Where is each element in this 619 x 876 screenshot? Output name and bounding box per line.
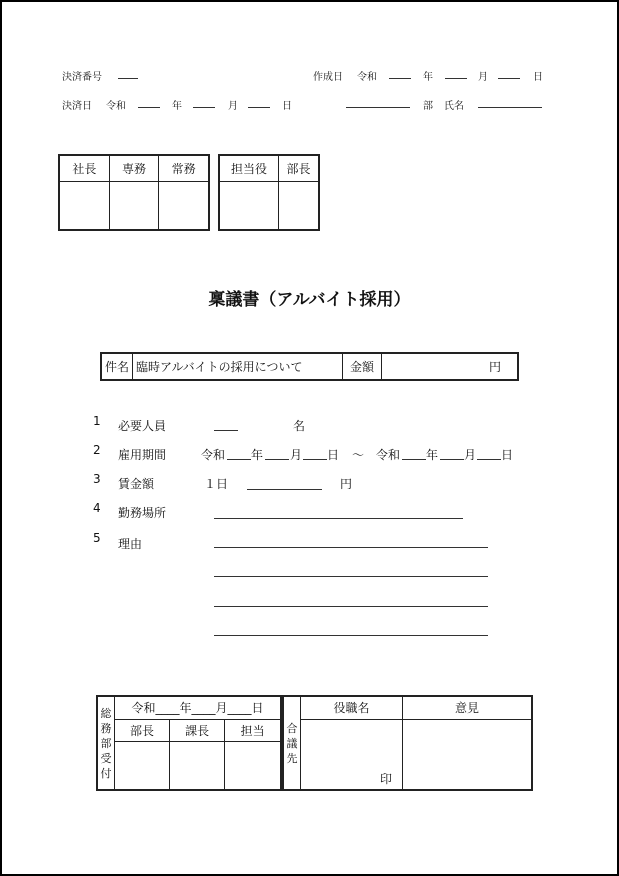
item-1-number: 1 [93, 414, 101, 428]
receipt-role-section-head: 課長 [170, 719, 225, 741]
stamp-header-president: 社長 [59, 155, 109, 181]
created-date-label: 作成日 [313, 72, 343, 83]
decision-day-field[interactable] [248, 107, 270, 108]
item-4-label: 勤務場所 [118, 506, 167, 520]
period-tilde: ～ [352, 448, 365, 462]
wage-unit: 円 [340, 477, 353, 491]
receipt-role-dept-head: 部長 [115, 719, 170, 741]
end-month-unit: 月 [464, 448, 477, 462]
receipt-table [96, 695, 282, 791]
name-label: 氏名 [444, 101, 464, 112]
item-2-label: 雇用期間 [118, 448, 167, 462]
item-3-number: 3 [93, 472, 101, 486]
dept-field[interactable] [346, 107, 410, 108]
receipt-role-staff: 担当 [225, 719, 281, 741]
item-1-label: 必要人員 [118, 419, 167, 433]
amount-field[interactable] [382, 353, 519, 380]
start-year-unit: 年 [251, 448, 264, 462]
item-2-number: 2 [93, 443, 101, 457]
start-month-unit: 月 [290, 448, 303, 462]
subject-row [100, 352, 519, 381]
end-year-field[interactable] [402, 459, 426, 460]
end-day-field[interactable] [477, 459, 501, 460]
stamp-box-dept-head[interactable] [279, 181, 319, 230]
people-count-field[interactable] [214, 430, 238, 431]
stamp-box-officer[interactable] [219, 181, 279, 230]
stamp-header-officer: 担当役 [219, 155, 279, 181]
created-day-unit: 日 [533, 72, 543, 83]
reason-line-2[interactable] [214, 576, 488, 577]
decision-month-unit: 月 [228, 101, 238, 112]
reason-line-1[interactable] [214, 547, 488, 548]
work-location-field[interactable] [214, 518, 463, 519]
council-label: 合 議 先 [283, 696, 301, 790]
start-day-field[interactable] [303, 459, 327, 460]
amount-label: 金額 [343, 353, 382, 380]
people-unit: 名 [293, 419, 306, 433]
subject-value[interactable]: 臨時アルバイトの採用について [133, 353, 343, 380]
start-year-field[interactable] [227, 459, 251, 460]
wage-amount-field[interactable] [247, 489, 322, 490]
council-table [282, 695, 533, 791]
end-day-unit: 日 [501, 448, 514, 462]
decision-day-unit: 日 [282, 101, 292, 112]
item-3-label: 賃金額 [118, 477, 155, 491]
start-era: 令和 [201, 448, 226, 462]
end-year-unit: 年 [426, 448, 439, 462]
reason-line-3[interactable] [214, 606, 488, 607]
approval-stamps-group1 [58, 154, 210, 231]
start-month-field[interactable] [265, 459, 289, 460]
created-month-field[interactable] [445, 78, 467, 79]
created-day-field[interactable] [498, 78, 520, 79]
approval-stamps-group2 [218, 154, 320, 231]
created-era: 令和 [357, 72, 377, 83]
decision-era: 令和 [106, 101, 126, 112]
stamp-header-managing-director: 常務 [159, 155, 209, 181]
stamp-header-dept-head: 部長 [279, 155, 319, 181]
position-header: 役職名 [301, 696, 403, 719]
decision-month-field[interactable] [193, 107, 215, 108]
decision-no-field[interactable] [118, 78, 138, 79]
stamp-box-managing-director[interactable] [159, 181, 209, 230]
item-5-label: 理由 [118, 537, 143, 551]
subject-label: 件名 [101, 353, 133, 380]
position-field[interactable] [301, 719, 403, 790]
end-month-field[interactable] [440, 459, 464, 460]
receipt-stamp-staff[interactable] [225, 741, 281, 790]
item-5-number: 5 [93, 531, 101, 545]
name-field[interactable] [478, 107, 542, 108]
decision-date-label: 決済日 [62, 101, 92, 112]
decision-year-unit: 年 [172, 101, 182, 112]
reason-line-4[interactable] [214, 635, 488, 636]
opinion-field[interactable] [403, 719, 533, 790]
receipt-stamp-section-head[interactable] [170, 741, 225, 790]
receipt-label: 総 務 部 受 付 [97, 696, 115, 790]
stamp-box-senior-director[interactable] [109, 181, 158, 230]
document-title: 稟議書（アルバイト採用） [208, 290, 411, 310]
stamp-box-president[interactable] [59, 181, 109, 230]
wage-per-day: １日 [204, 477, 229, 491]
amount-unit: 円 [488, 360, 501, 374]
receipt-stamp-dept-head[interactable] [115, 741, 170, 790]
decision-year-field[interactable] [138, 107, 160, 108]
seal-label: 印 [379, 772, 392, 786]
decision-no-label: 決済番号 [62, 72, 102, 83]
item-4-number: 4 [93, 501, 101, 515]
end-era: 令和 [376, 448, 401, 462]
dept-label: 部 [423, 101, 433, 112]
opinion-header: 意見 [403, 696, 533, 719]
created-year-unit: 年 [423, 72, 433, 83]
created-year-field[interactable] [389, 78, 411, 79]
created-month-unit: 月 [478, 72, 488, 83]
receipt-date[interactable]: 令和____年____月____日 [115, 696, 282, 719]
start-day-unit: 日 [327, 448, 340, 462]
stamp-header-senior-director: 専務 [109, 155, 158, 181]
